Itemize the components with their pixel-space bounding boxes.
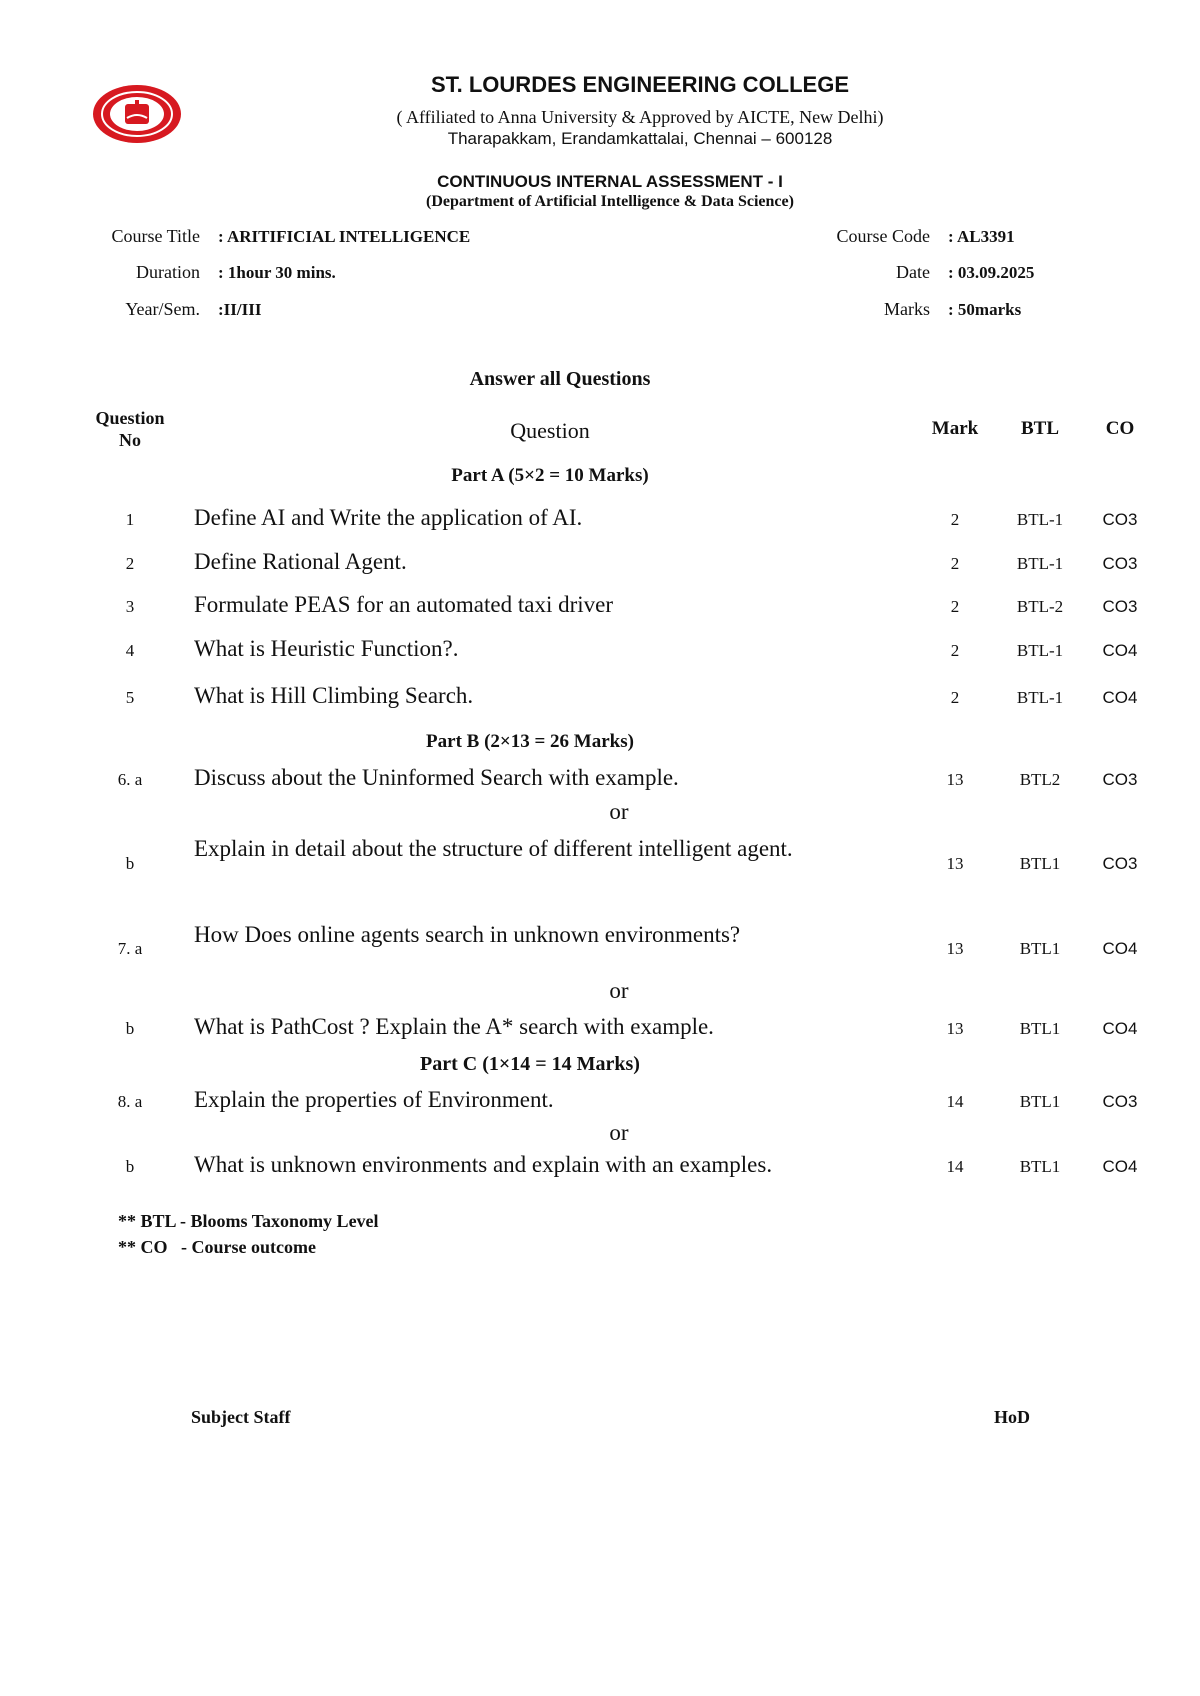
question-no: 2 bbox=[125, 554, 135, 573]
question-mark: 13 bbox=[946, 1019, 964, 1038]
year-sem-value: :II/III bbox=[218, 300, 262, 319]
question-co: CO4 bbox=[1102, 641, 1138, 660]
question-co: CO4 bbox=[1102, 1157, 1138, 1176]
question-text: What is Hill Climbing Search. bbox=[194, 683, 474, 708]
question-co: CO3 bbox=[1102, 554, 1138, 573]
question-text: Explain in detail about the structure of different intelligent agent. bbox=[194, 836, 793, 861]
question-no: b bbox=[125, 1157, 135, 1176]
instructions: Answer all Questions bbox=[469, 368, 651, 390]
question-mark: 13 bbox=[946, 770, 964, 789]
course-title-label: Course Title bbox=[111, 226, 200, 246]
question-no: 4 bbox=[125, 641, 135, 660]
question-btl: BTL2 bbox=[1019, 770, 1061, 789]
question-btl: BTL-1 bbox=[1016, 510, 1064, 529]
qno-header-line1: Question bbox=[95, 408, 165, 428]
date-value: : 03.09.2025 bbox=[948, 263, 1035, 282]
part-b-heading: Part B (2×13 = 26 Marks) bbox=[426, 731, 634, 752]
subject-staff-signature: Subject Staff bbox=[191, 1407, 291, 1427]
question-no: b bbox=[125, 854, 135, 873]
question-co: CO3 bbox=[1102, 1092, 1138, 1111]
mark-header: Mark bbox=[931, 418, 979, 439]
question-btl: BTL-1 bbox=[1016, 554, 1064, 573]
question-mark: 14 bbox=[946, 1092, 964, 1111]
question-mark: 2 bbox=[950, 597, 960, 616]
question-btl: BTL-1 bbox=[1016, 641, 1064, 660]
question-co: CO3 bbox=[1102, 597, 1138, 616]
or-separator: or bbox=[609, 799, 629, 824]
affiliation-text: ( Affiliated to Anna University & Approved by AICTE, New Delhi) bbox=[396, 107, 884, 127]
or-separator: or bbox=[609, 1120, 629, 1145]
duration-value: : 1hour 30 mins. bbox=[218, 263, 336, 282]
question-no: 3 bbox=[125, 597, 135, 616]
question-co: CO4 bbox=[1102, 1019, 1138, 1038]
question-co: CO3 bbox=[1102, 770, 1138, 789]
question-mark: 13 bbox=[946, 854, 964, 873]
department-name: (Department of Artificial Intelligence & Data Science) bbox=[426, 193, 794, 210]
question-mark: 2 bbox=[950, 688, 960, 707]
question-btl: BTL1 bbox=[1019, 939, 1061, 958]
marks-value: : 50marks bbox=[948, 300, 1022, 319]
qno-header bbox=[80, 407, 180, 451]
question-co: CO3 bbox=[1102, 510, 1138, 529]
question-mark: 2 bbox=[950, 510, 960, 529]
year-sem-label: Year/Sem. bbox=[125, 299, 200, 319]
question-co: CO4 bbox=[1102, 688, 1138, 707]
part-a-heading: Part A (5×2 = 10 Marks) bbox=[451, 465, 649, 486]
or-separator: or bbox=[609, 978, 629, 1003]
question-text: Define Rational Agent. bbox=[194, 549, 407, 574]
question-no: 5 bbox=[125, 688, 135, 707]
co-header: CO bbox=[1105, 418, 1135, 439]
college-address: Tharapakkam, Erandamkattalai, Chennai – 600128 bbox=[447, 129, 833, 148]
question-btl: BTL1 bbox=[1019, 1019, 1061, 1038]
question-mark: 2 bbox=[950, 641, 960, 660]
question-no: 7. a bbox=[117, 939, 143, 958]
part-c-heading: Part C (1×14 = 14 Marks) bbox=[420, 1053, 640, 1075]
question-text: Discuss about the Uninformed Search with example. bbox=[194, 765, 679, 790]
course-title-value: : ARITIFICIAL INTELLIGENCE bbox=[218, 227, 471, 246]
marks-label: Marks bbox=[884, 299, 930, 319]
course-code-value: : AL3391 bbox=[948, 227, 1015, 246]
question-mark: 2 bbox=[950, 554, 960, 573]
college-name: ST. LOURDES ENGINEERING COLLEGE bbox=[430, 72, 850, 97]
question-text: Explain the properties of Environment. bbox=[194, 1087, 554, 1112]
question-co: CO3 bbox=[1102, 854, 1138, 873]
question-text: What is unknown environments and explain with an examples. bbox=[194, 1152, 773, 1177]
hod-signature: HoD bbox=[994, 1407, 1030, 1427]
question-mark: 13 bbox=[946, 939, 964, 958]
question-no: 1 bbox=[125, 510, 135, 529]
question-text: What is PathCost ? Explain the A* search with example. bbox=[194, 1014, 714, 1039]
question-btl: BTL1 bbox=[1019, 1157, 1061, 1176]
question-btl: BTL-2 bbox=[1016, 597, 1064, 616]
course-code-label: Course Code bbox=[836, 226, 930, 246]
question-co: CO4 bbox=[1102, 939, 1138, 958]
question-text: Define AI and Write the application of AI. bbox=[194, 505, 583, 530]
question-btl: BTL1 bbox=[1019, 854, 1061, 873]
question-no: 8. a bbox=[117, 1092, 143, 1111]
question-btl: BTL-1 bbox=[1016, 688, 1064, 707]
btl-note: ** BTL - Blooms Taxonomy Level bbox=[118, 1211, 379, 1231]
date-label: Date bbox=[896, 262, 930, 282]
question-mark: 14 bbox=[946, 1157, 964, 1176]
question-text: Formulate PEAS for an automated taxi driver bbox=[194, 592, 614, 617]
co-note: ** CO - Course outcome bbox=[118, 1237, 316, 1257]
question-text: What is Heuristic Function?. bbox=[194, 636, 459, 661]
qno-header-line2: No bbox=[119, 430, 141, 450]
question-no: b bbox=[125, 1019, 135, 1038]
question-header: Question bbox=[510, 418, 590, 443]
exam-title: CONTINUOUS INTERNAL ASSESSMENT - I bbox=[437, 172, 783, 191]
question-no: 6. a bbox=[117, 770, 143, 789]
duration-label: Duration bbox=[136, 262, 200, 282]
question-text: How Does online agents search in unknown environments? bbox=[194, 922, 741, 947]
question-btl: BTL1 bbox=[1019, 1092, 1061, 1111]
btl-header: BTL bbox=[1020, 418, 1060, 439]
